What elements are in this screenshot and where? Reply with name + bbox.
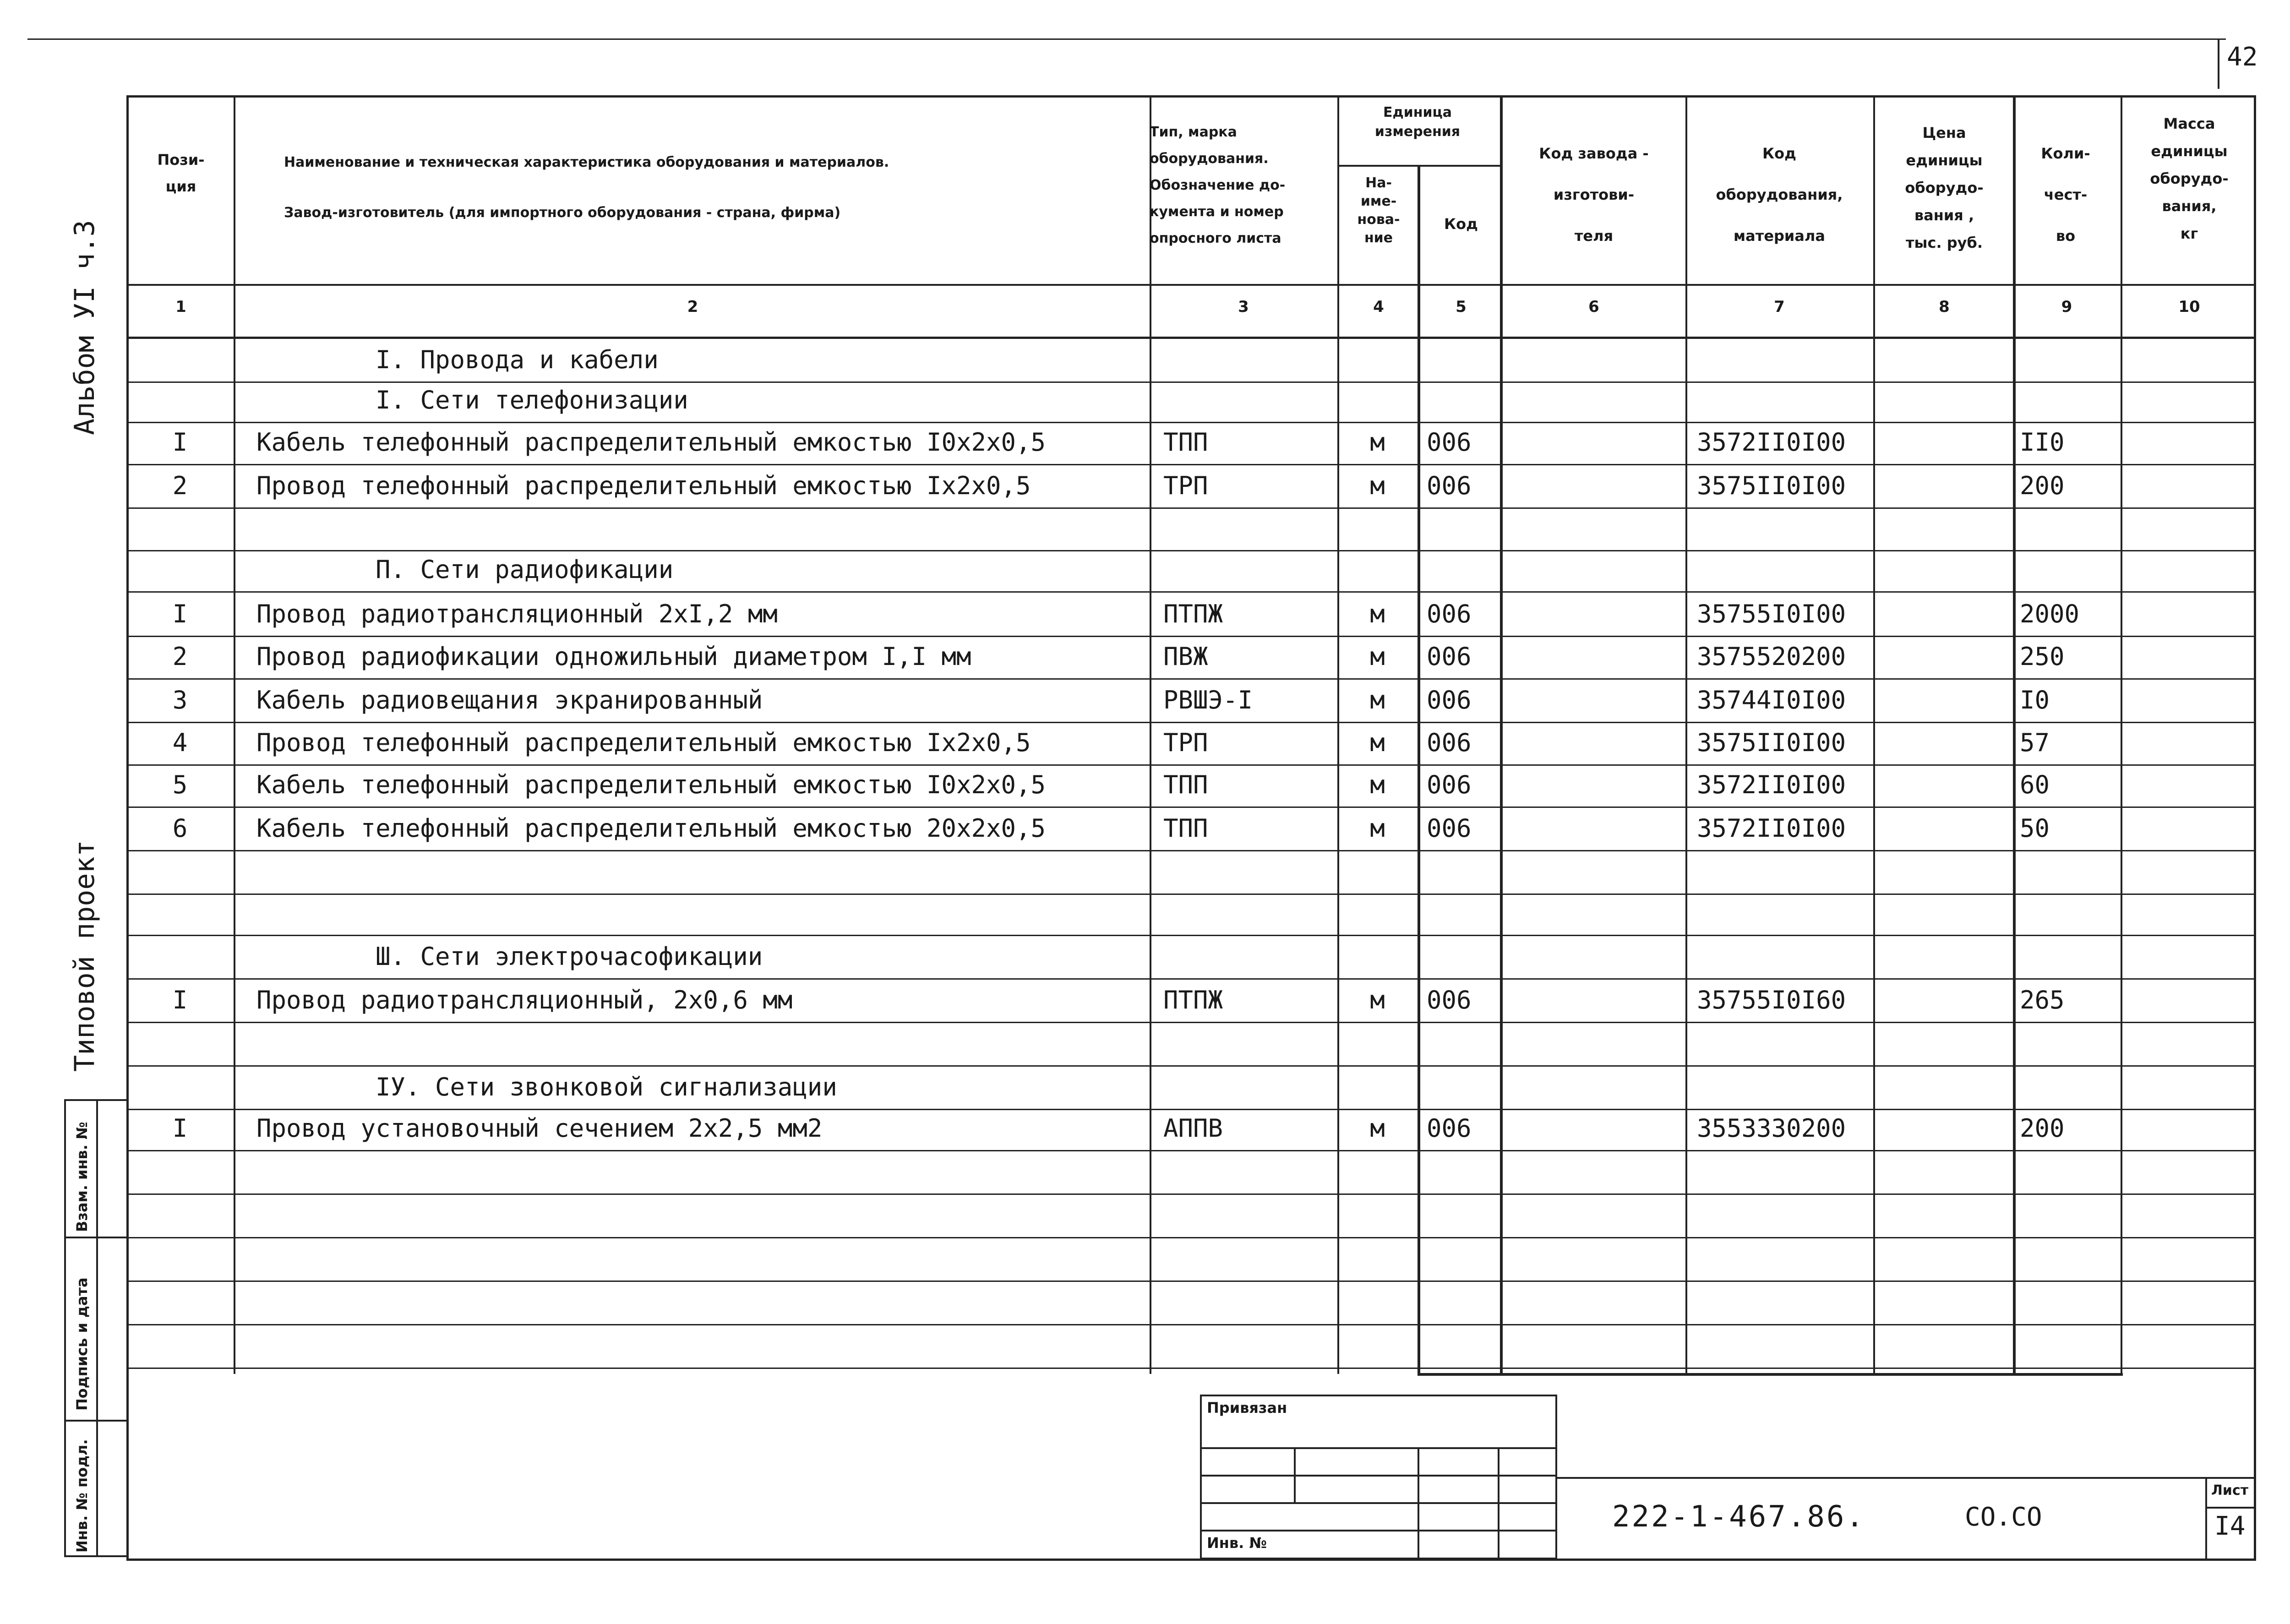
section-heading: IУ. Сети звонковой сигнализации: [376, 1073, 837, 1101]
row-unit: м: [1370, 728, 1385, 757]
row-unit-code: 006: [1427, 814, 1472, 843]
row-equipment-code: 3572II0I00: [1697, 770, 1846, 799]
tb-line-3: [1200, 1502, 1557, 1504]
row-unit: м: [1370, 686, 1385, 714]
header-name-line1: Наименование и техническая характеристика оборудования и материалов.: [284, 154, 889, 170]
row-line: [126, 722, 2256, 723]
row-unit: м: [1370, 642, 1385, 671]
header-position: Пози- ция: [157, 151, 205, 195]
row-unit-code: 006: [1427, 686, 1472, 714]
top-rule: [27, 38, 2226, 40]
tb-code-top: [1557, 1477, 2256, 1479]
row-equipment-code: 35755I0I60: [1697, 986, 1846, 1014]
stamp-sep-1: [64, 1237, 128, 1238]
column-divider: [2013, 95, 2016, 1374]
page-number-box-left: [2218, 38, 2219, 89]
row-type: ПТПЖ: [1163, 599, 1223, 628]
row-line: [126, 978, 2256, 980]
row-position: 4: [172, 728, 188, 757]
album-label: Альбом УI ч.3: [69, 220, 101, 435]
row-line: [126, 422, 2256, 423]
row-line: [126, 850, 2256, 851]
header-equipment-code: Код оборудования, материала: [1716, 145, 1843, 245]
row-equipment-code: 3553330200: [1697, 1114, 1846, 1143]
stamp-replace-inv: Взам. инв. №: [73, 1122, 91, 1232]
row-quantity: 2000: [2020, 599, 2080, 628]
col-num-7: 7: [1774, 298, 1785, 316]
column-divider: [1418, 165, 1420, 1374]
column-divider: [1873, 95, 1875, 1374]
row-quantity: I0: [2020, 686, 2050, 714]
row-quantity: 57: [2020, 728, 2050, 757]
col-num-1: 1: [175, 298, 186, 316]
row-name: Провод радиотрансляционный, 2х0,6 мм: [256, 986, 793, 1014]
row-equipment-code: 3575II0I00: [1697, 728, 1846, 757]
row-line: [126, 507, 2256, 509]
header-unit-name: На- име- нова- ние: [1357, 175, 1400, 246]
page-number: 42: [2227, 42, 2258, 72]
row-name: Кабель телефонный распределительный емкостью I0х2х0,5: [256, 770, 1046, 799]
row-quantity: 200: [2020, 471, 2065, 500]
header-maker-code: Код завода - изготови- теля: [1539, 145, 1649, 245]
row-line: [126, 678, 2256, 680]
row-line: [126, 464, 2256, 465]
row-quantity: 250: [2020, 642, 2065, 671]
row-line: [126, 764, 2256, 766]
header-mass: Масса единицы оборудо- вания, кг: [2150, 115, 2229, 242]
side-stamp-divider: [96, 1099, 98, 1557]
row-type: ТПП: [1163, 428, 1208, 457]
row-name: Кабель радиовещания экранированный: [256, 686, 763, 714]
row-position: I: [172, 599, 188, 628]
tb-line-1: [1200, 1447, 1557, 1449]
row-name: Кабель телефонный распределительный емкостью I0х2х0,5: [256, 428, 1046, 457]
row-equipment-code: 3575520200: [1697, 642, 1846, 671]
row-name: Провод радиотрансляционный 2хI,2 мм: [256, 599, 778, 628]
stamp-original-inv: Инв. № подл.: [73, 1439, 91, 1553]
row-name: Провод телефонный распределительный емкостью Iх2х0,5: [256, 728, 1031, 757]
tb-vline-2: [1418, 1447, 1419, 1559]
row-type: ТРП: [1163, 471, 1208, 500]
document-code: 222-1-467.86.: [1612, 1500, 1865, 1534]
col-num-6: 6: [1588, 298, 1599, 316]
row-position: 5: [172, 770, 188, 799]
tb-line-4: [1200, 1530, 1557, 1531]
row-type: РВШЭ-I: [1163, 686, 1253, 714]
sheet-value: I4: [2214, 1511, 2246, 1541]
row-unit: м: [1370, 814, 1385, 843]
col-num-3: 3: [1238, 298, 1249, 316]
project-label: Типовой проект: [69, 840, 101, 1072]
row-line: [126, 1368, 2256, 1369]
col-num-5: 5: [1456, 298, 1467, 316]
row-name: Провод телефонный распределительный емкостью Iх2х0,5: [256, 471, 1031, 500]
section-heading: I. Провода и кабели: [376, 345, 659, 374]
row-unit: м: [1370, 599, 1385, 628]
row-type: ТПП: [1163, 770, 1208, 799]
header-name: [238, 137, 1200, 238]
row-line: [126, 1324, 2256, 1325]
inv-label: Инв. №: [1207, 1534, 1267, 1552]
column-divider: [1500, 95, 1503, 1374]
row-line: [126, 381, 2256, 383]
row-line: [126, 591, 2256, 593]
row-unit-code: 006: [1427, 428, 1472, 457]
row-unit-code: 006: [1427, 599, 1472, 628]
row-line: [126, 1109, 2256, 1110]
stamp-signature-date: Подпись и дата: [73, 1277, 91, 1411]
section-heading: Ш. Сети электрочасофикации: [376, 942, 763, 971]
col-num-2: 2: [687, 298, 698, 316]
header-unit: Единица измерения: [1374, 104, 1461, 140]
row-unit-code: 006: [1427, 986, 1472, 1014]
row-unit-code: 006: [1427, 728, 1472, 757]
row-equipment-code: 3575II0I00: [1697, 471, 1846, 500]
row-line: [126, 1022, 2256, 1023]
tb-vline-3: [1498, 1447, 1499, 1559]
row-position: 2: [172, 471, 188, 500]
number-row-line: [126, 337, 2256, 339]
header-price: Цена единицы оборудо- вания , тыс. руб.: [1905, 124, 1984, 251]
row-name: Провод установочный сечением 2х2,5 мм2: [256, 1114, 823, 1143]
row-line: [126, 1237, 2256, 1238]
col-num-8: 8: [1939, 298, 1950, 316]
header-bottom-line: [126, 284, 2256, 286]
row-line: [126, 894, 2256, 895]
col-num-4: 4: [1373, 298, 1384, 316]
column-divider: [1150, 95, 1151, 1374]
col-num-9: 9: [2061, 298, 2072, 316]
row-position: I: [172, 428, 188, 457]
row-unit-code: 006: [1427, 642, 1472, 671]
row-unit: м: [1370, 471, 1385, 500]
row-name: Провод радиофикации одножильный диаметром I,I мм: [256, 642, 971, 671]
row-unit-code: 006: [1427, 471, 1472, 500]
row-line: [126, 636, 2256, 637]
row-line: [126, 935, 2256, 936]
row-unit-code: 006: [1427, 1114, 1472, 1143]
row-line: [126, 1065, 2256, 1067]
column-divider: [2121, 95, 2122, 1374]
row-line: [126, 550, 2256, 551]
row-type: АППВ: [1163, 1114, 1223, 1143]
row-quantity: 265: [2020, 986, 2065, 1014]
sheet-box-sep: [2205, 1507, 2256, 1509]
row-position: I: [172, 1114, 188, 1143]
row-line: [126, 1281, 2256, 1282]
row-type: ТПП: [1163, 814, 1208, 843]
header-unit-code: Код: [1444, 215, 1478, 233]
tb-vline-1: [1294, 1447, 1296, 1502]
row-position: 3: [172, 686, 188, 714]
sheet-label: Лист: [2211, 1482, 2249, 1499]
row-unit: м: [1370, 770, 1385, 799]
row-unit: м: [1370, 1114, 1385, 1143]
section-heading: I. Сети телефонизации: [376, 386, 688, 414]
row-equipment-code: 3572II0I00: [1697, 428, 1846, 457]
row-unit: м: [1370, 428, 1385, 457]
tb-line-2: [1200, 1475, 1557, 1477]
row-type: ПТПЖ: [1163, 986, 1223, 1014]
row-unit-code: 006: [1427, 770, 1472, 799]
row-line: [126, 807, 2256, 808]
document-suffix: СО.СО: [1965, 1502, 2042, 1532]
row-unit: м: [1370, 986, 1385, 1014]
row-name: Кабель телефонный распределительный емкостью 20х2х0,5: [256, 814, 1046, 843]
row-type: ТРП: [1163, 728, 1208, 757]
column-divider: [234, 95, 235, 1374]
body-bottom-line: [1418, 1373, 2123, 1376]
row-quantity: 60: [2020, 770, 2050, 799]
bound-label: Привязан: [1207, 1399, 1287, 1417]
row-equipment-code: 3572II0I00: [1697, 814, 1846, 843]
row-position: I: [172, 986, 188, 1014]
unit-subheader-line: [1337, 165, 1500, 167]
section-heading: П. Сети радиофикации: [376, 555, 674, 584]
column-divider: [1685, 95, 1687, 1374]
row-equipment-code: 35744I0I00: [1697, 686, 1846, 714]
row-quantity: II0: [2020, 428, 2065, 457]
header-name-line2: Завод-изготовитель (для импортного оборудования - страна, фирма): [284, 205, 841, 221]
row-equipment-code: 35755I0I00: [1697, 599, 1846, 628]
row-line: [126, 1150, 2256, 1151]
row-quantity: 200: [2020, 1114, 2065, 1143]
row-position: 6: [172, 814, 188, 843]
row-type: ПВЖ: [1163, 642, 1208, 671]
row-position: 2: [172, 642, 188, 671]
header-type: Тип, марка оборудования. Обозначение до- кумента и номер опросного листа: [1150, 124, 1286, 246]
row-line: [126, 1193, 2256, 1195]
stamp-sep-2: [64, 1420, 128, 1422]
col-num-10: 10: [2178, 298, 2200, 316]
header-quantity: Коли- чест- во: [2041, 145, 2090, 245]
row-quantity: 50: [2020, 814, 2050, 843]
